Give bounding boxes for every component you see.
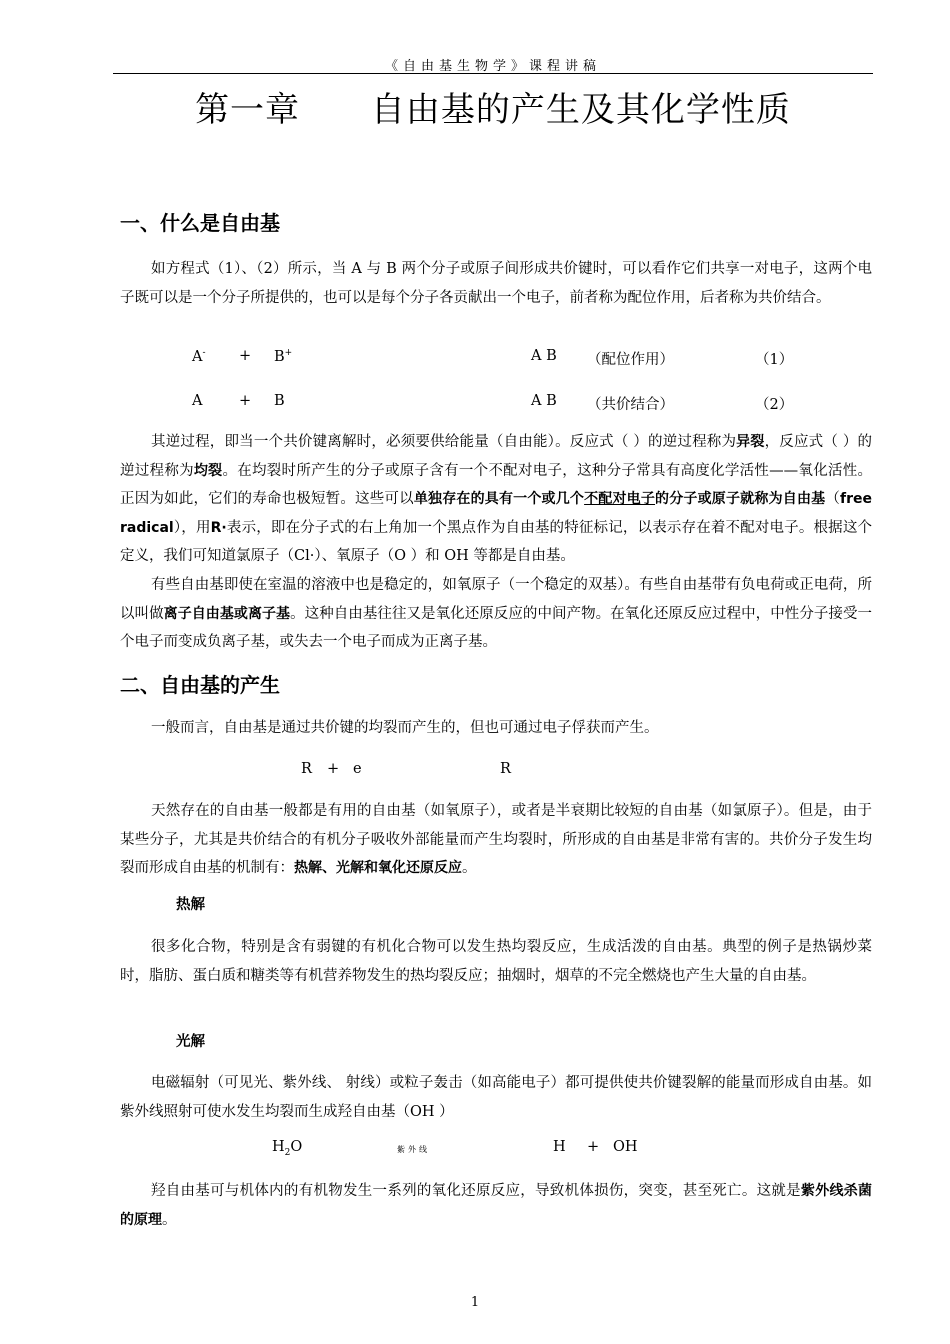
eq4-oh: OH [613,1139,638,1155]
chapter-title: 第一章 自由基的产生及其化学性质 [195,90,791,130]
eq3-r: R [301,761,312,777]
paragraph-ion-radicals: 有些自由基即使在室温的溶液中也是稳定的，如氧原子（一个稳定的双基）。有些自由基带有负电荷或正电荷，所以叫做离子自由基或离子基。这种自由基往往又是氧化还原反应的中间产物。在氧化还原反应过程中，中性分子接受一个电子而变成负离子基，或失去一个电子而成为正离子基。 [120,577,873,650]
eq1-plus: + [239,348,252,364]
header-rule [113,73,873,74]
eq2-a: A [192,393,203,409]
eq3-plus: + [327,761,340,777]
subheading-photolysis: 光解 [176,1034,205,1050]
eq2-plus: + [239,393,252,409]
running-header: 《自由基生物学》课程讲稿 [384,59,601,74]
section-heading-1: 一、什么是自由基 [120,211,280,235]
subheading-thermolysis: 热解 [176,897,205,913]
eq2-number: （2） [755,397,794,413]
eq2-note: （共价结合） [587,397,674,413]
section-heading-2: 二、自由基的产生 [120,673,280,697]
eq1-reactants: A- [192,348,206,365]
page-number: 1 [470,1295,480,1310]
paragraph-uv-sterilization: 羟自由基可与机体内的有机物发生一系列的氧化还原反应，导致机体损伤，突变，甚至死亡。这就是紫外线杀菌的原理。 [120,1183,873,1228]
paragraph-definition: 其逆过程，即当一个共价键离解时，必须要供给能量（自由能）。反应式（ ）的逆过程称为异裂，反应式（ ）的逆过程称为均裂。在均裂时所产生的分子或原子含有一个不配对电子，这种分子常具有高度化学活性——氧化活性。正因为如此，它们的寿命也极短暂。这些可以单独存在的具有一个或几个不配对电子的分子或原子就称为自由基（free radical），用R·表示，即在分子式的右上角加一个黑点作为自由基的特征标记，以表示存在着不配对电子。根据这个定义，我们可知道氯原子（Cl·）、氧原子（O ）和 OH 等都是自由基。 [120,434,873,564]
paragraph-thermolysis: 很多化合物，特别是含有弱键的有机化合物可以发生热均裂反应，生成活泼的自由基。典型的例子是热锅炒菜时，脂肪、蛋白质和糖类等有机营养物发生的热均裂反应；抽烟时，烟草的不完全燃烧也产生大量的自由基。 [120,939,872,984]
eq3-product: R [500,761,511,777]
eq2-product: A B [531,393,557,409]
eq2-b: B [274,393,285,409]
eq1-product: A B [531,348,557,364]
eq4-plus: + [587,1139,600,1155]
paragraph-natural-radicals: 天然存在的自由基一般都是有用的自由基（如氧原子），或者是半衰期比较短的自由基（如氯原子）。但是，由于某些分子，尤其是共价结合的有机分子吸收外部能量而产生均裂时，所形成的自由基是非常有害的。共价分子发生均裂而形成自由基的机制有：热解、光解和氧化还原反应。 [120,803,872,876]
paragraph-photolysis: 电磁辐射（可见光、紫外线、 射线）或粒子轰击（如高能电子）都可提供使共价键裂解的能量而形成自由基。如紫外线照射可使水发生均裂而生成羟自由基（OH ） [120,1075,872,1120]
eq4-condition: 紫外线 [397,1145,430,1154]
eq1-b: B+ [274,348,293,365]
paragraph-generation: 一般而言，自由基是通过共价键的均裂而产生的，但也可通过电子俘获而产生。 [151,720,659,736]
eq1-note: （配位作用） [587,352,674,368]
eq3-e: e [353,761,362,777]
eq4-water: $H_2O$ [272,1139,303,1158]
eq4-h: H [553,1139,566,1155]
eq1-number: （1） [755,352,794,368]
paragraph-intro: 如方程式（1）、（2）所示，当 A 与 B 两个分子或原子间形成共价键时，可以看作它们共享一对电子，这两个电子既可以是一个分子所提供的，也可以是每个分子各贡献出一个电子，前者称为配位作用，后者称为共价结合。 [120,261,872,306]
